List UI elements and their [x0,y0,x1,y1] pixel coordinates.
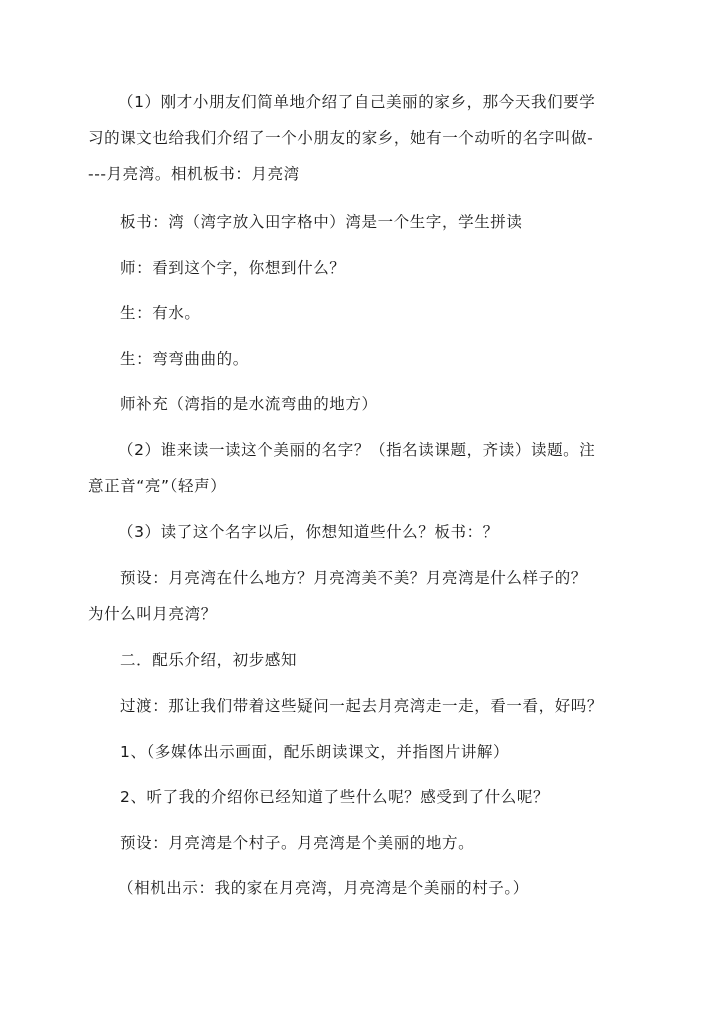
paragraph-line: 板书：湾（湾字放入田字格中）湾是一个生字，学生拼读 [120,213,523,231]
paragraph-line: 生：有水。 [120,304,201,322]
paragraph-line: 意正音“亮”（轻声） [88,477,227,495]
paragraph-line: （相机出示：我的家在月亮湾，月亮湾是个美丽的村子。） [118,879,529,897]
paragraph-line: 师：看到这个字，你想到什么？ [120,259,346,277]
paragraph-line: （3）读了这个名字以后，你想知道些什么？板书：？ [118,523,499,541]
paragraph-line: 过渡：那让我们带着这些疑问一起去月亮湾走一走，看一看，好吗？ [120,697,604,715]
paragraph-line: 生：弯弯曲曲的。 [120,350,249,368]
section-heading: 二．配乐介绍，初步感知 [120,651,298,669]
paragraph-line: ---月亮湾。相机板书：月亮湾 [88,165,300,183]
paragraph-line: 预设：月亮湾在什么地方？月亮湾美不美？月亮湾是什么样子的？ [120,569,587,587]
paragraph-line: 预设：月亮湾是个村子。月亮湾是个美丽的地方。 [120,834,475,852]
paragraph-line: （2）谁来读一读这个美丽的名字？（指名读课题，齐读）读题。注 [118,441,596,459]
paragraph-line: 1、（多媒体出示画面，配乐朗读课文，并指图片讲解） [120,743,510,761]
paragraph-line: （1）刚才小朋友们简单地介绍了自己美丽的家乡，那今天我们要学 [118,93,596,111]
paragraph-line: 师补充（湾指的是水流弯曲的地方） [120,395,378,413]
paragraph-line: 为什么叫月亮湾？ [88,605,217,623]
paragraph-line: 习的课文也给我们介绍了一个小朋友的家乡，她有一个动听的名字叫做- [88,129,594,147]
paragraph-line: 2、听了我的介绍你已经知道了些什么呢？感受到了什么呢？ [120,788,550,806]
